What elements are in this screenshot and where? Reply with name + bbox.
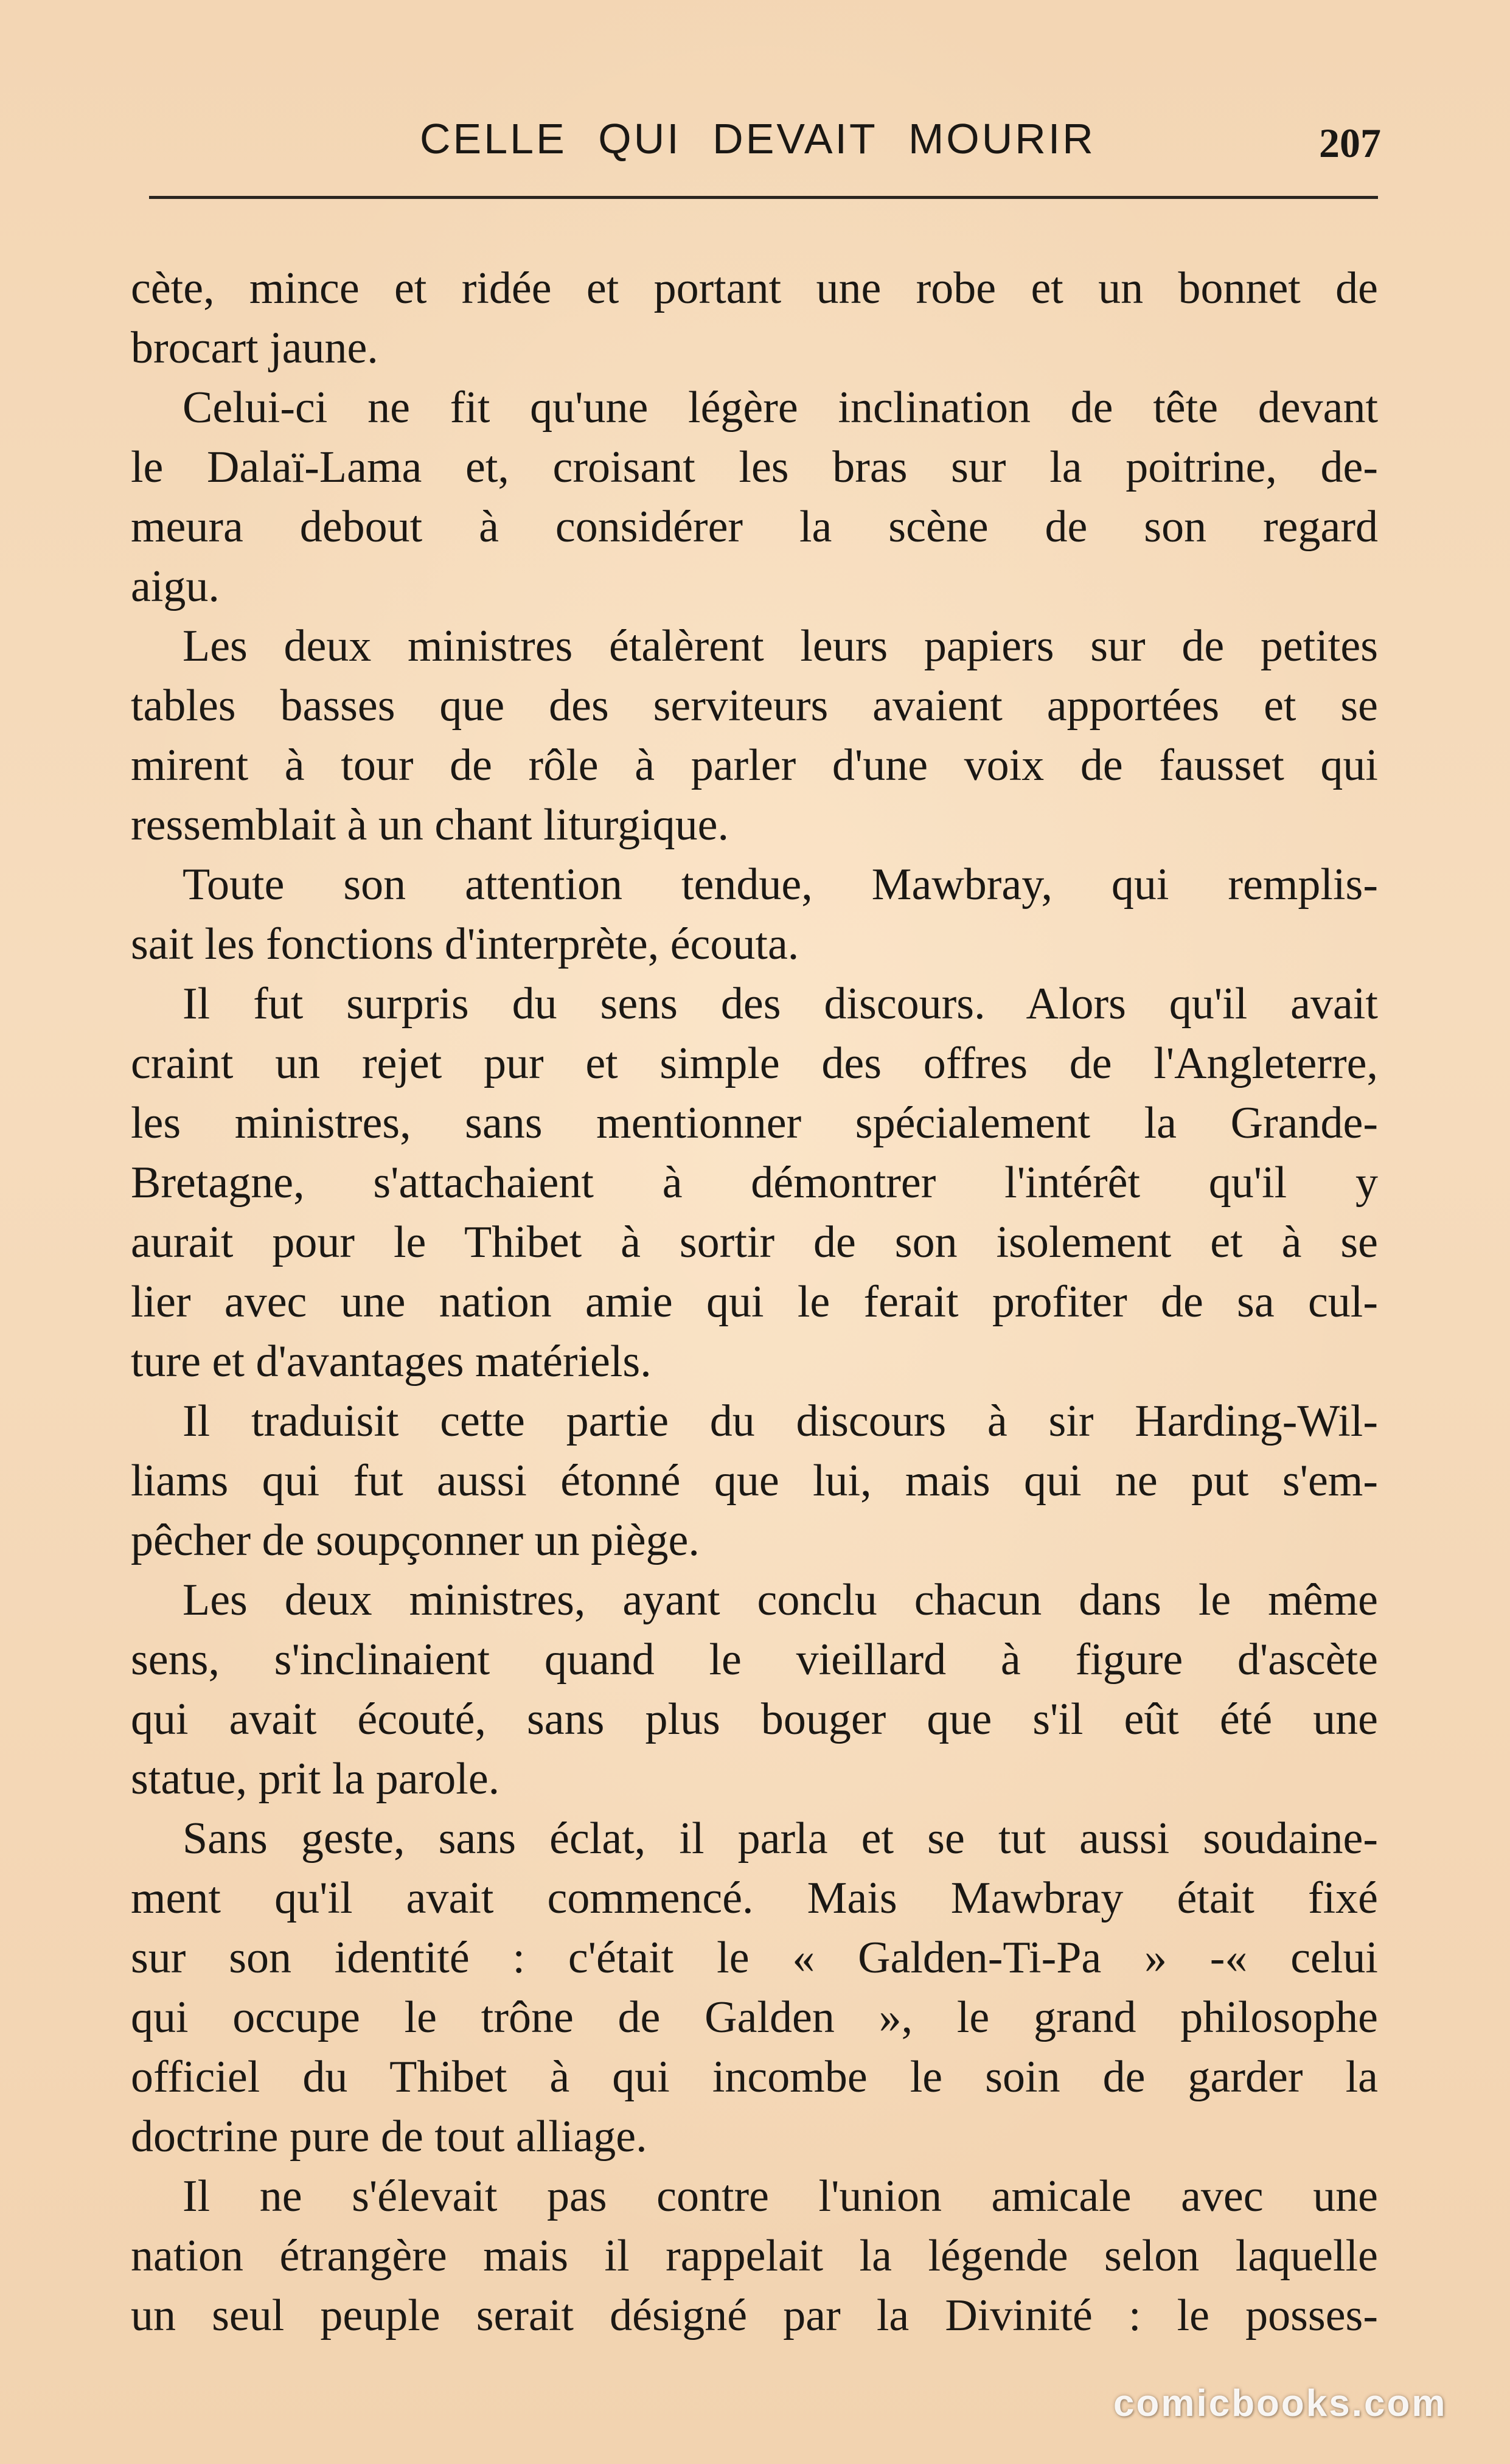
text-line: Les deux ministres étalèrent leurs papiers sur de petites: [183, 621, 1378, 671]
text-line: aurait pour le Thibet à sortir de son isolement et à se: [131, 1217, 1378, 1267]
text-line: qui occupe le trône de Galden », le grand philosophe: [131, 1992, 1378, 2042]
watermark: comicbooks.com: [1113, 2382, 1447, 2424]
text-line: Bretagne, s'attachaient à démontrer l'intérêt qu'il y: [131, 1158, 1378, 1208]
text-line: craint un rejet pur et simple des offres de l'Angleterre,: [131, 1039, 1378, 1088]
text-line: pêcher de soupçonner un piège.: [131, 1516, 700, 1565]
text-line: Celui-ci ne fit qu'une légère inclination de tête devant: [183, 383, 1378, 433]
text-line: qui avait écouté, sans plus bouger que s'il eût été une: [131, 1694, 1378, 1744]
text-line: le Dalaï-Lama et, croisant les bras sur la poitrine, de-: [131, 442, 1378, 492]
text-line: sait les fonctions d'interprète, écouta.: [131, 919, 799, 969]
text-line: sens, s'inclinaient quand le vieillard à figure d'ascète: [131, 1635, 1378, 1685]
text-line: Toute son attention tendue, Mawbray, qui remplis-: [183, 860, 1378, 910]
text-line: tables basses que des serviteurs avaient apportées et se: [131, 681, 1378, 731]
running-title: CELLE QUI DEVAIT MOURIR: [420, 115, 1096, 162]
text-line: sur son identité : c'était le « Galden-Ti-Pa » -« celui: [131, 1933, 1378, 1983]
text-line: Il traduisit cette partie du discours à sir Harding-Wil-: [183, 1396, 1378, 1446]
text-line: officiel du Thibet à qui incombe le soin de garder la: [131, 2052, 1378, 2102]
text-line: ment qu'il avait commencé. Mais Mawbray était fixé: [131, 1873, 1378, 1923]
text-line: Il ne s'élevait pas contre l'union amicale avec une: [183, 2171, 1378, 2221]
text-line: mirent à tour de rôle à parler d'une voix de fausset qui: [131, 740, 1378, 790]
text-line: Les deux ministres, ayant conclu chacun dans le même: [183, 1575, 1378, 1625]
text-line: statue, prit la parole.: [131, 1754, 500, 1804]
text-line: aigu.: [131, 562, 220, 611]
text-line: lier avec une nation amie qui le ferait profiter de sa cul-: [131, 1277, 1378, 1327]
text-line: ture et d'avantages matériels.: [131, 1337, 652, 1387]
text-line: doctrine pure de tout alliage.: [131, 2112, 647, 2162]
text-line: les ministres, sans mentionner spécialement la Grande-: [131, 1098, 1378, 1148]
text-line: nation étrangère mais il rappelait la légende selon laquelle: [131, 2231, 1378, 2281]
body-text: [131, 259, 1378, 2345]
text-line: Il fut surpris du sens des discours. Alors qu'il avait: [183, 979, 1378, 1029]
text-line: meura debout à considérer la scène de son regard: [131, 502, 1378, 552]
page-number: 207: [1319, 120, 1381, 166]
text-line: cète, mince et ridée et portant une robe et un bonnet de: [131, 263, 1378, 313]
text-line: liams qui fut aussi étonné que lui, mais qui ne put s'em-: [131, 1456, 1378, 1506]
text-line: Sans geste, sans éclat, il parla et se tut aussi soudaine-: [183, 1814, 1378, 1864]
text-line: ressemblait à un chant liturgique.: [131, 800, 729, 850]
text-line: brocart jaune.: [131, 323, 378, 373]
text-line: un seul peuple serait désigné par la Divinité : le posses-: [131, 2291, 1378, 2340]
header-rule: [149, 196, 1378, 199]
